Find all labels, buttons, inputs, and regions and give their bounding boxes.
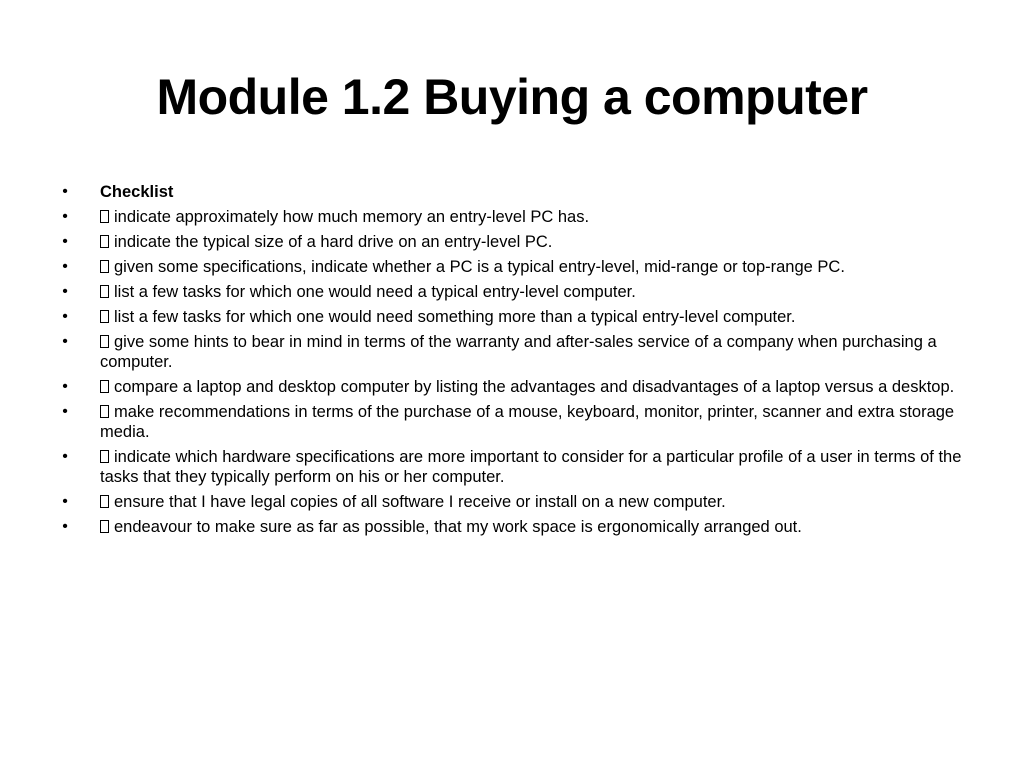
slide-title: Module 1.2 Buying a computer: [156, 69, 868, 125]
bullet-icon: •: [62, 448, 68, 465]
list-item: [60, 282, 972, 302]
list-item-checklist-heading: [60, 182, 972, 202]
list-item-text: list a few tasks for which one would need something more than a typical entry-level computer.: [114, 308, 796, 326]
list-item: [60, 492, 972, 512]
list-item: [60, 402, 972, 442]
list-item-text: indicate the typical size of a hard drive on an entry-level PC.: [114, 233, 553, 251]
list-item-text: make recommendations in terms of the purchase of a mouse, keyboard, monitor, printer, scanner and extra storage media.: [100, 403, 955, 441]
list-item-text: list a few tasks for which one would need a typical entry-level computer.: [114, 283, 636, 301]
checkbox-glyph-icon: [100, 235, 109, 248]
list-item-text: indicate which hardware specifications are more important to consider for a particular profile of a user in terms of the tasks that they typically perform on his or her computer.: [100, 448, 962, 486]
checkbox-glyph-icon: [100, 495, 109, 508]
list-item: [60, 232, 972, 252]
bullet-icon: •: [62, 283, 68, 300]
bullet-icon: •: [62, 258, 68, 275]
list-item-text: given some specifications, indicate whether a PC is a typical entry-level, mid-range or top-range PC.: [114, 258, 845, 276]
checkbox-glyph-icon: [100, 335, 109, 348]
checkbox-glyph-icon: [100, 260, 109, 273]
checkbox-glyph-icon: [100, 380, 109, 393]
list-item: [60, 517, 972, 537]
list-item: [60, 257, 972, 277]
checkbox-glyph-icon: [100, 210, 109, 223]
list-item: [60, 377, 972, 397]
checkbox-glyph-icon: [100, 520, 109, 533]
list-item-text: indicate approximately how much memory an entry-level PC has.: [114, 208, 590, 226]
checkbox-glyph-icon: [100, 450, 109, 463]
list-item-text: give some hints to bear in mind in terms of the warranty and after-sales service of a company when purchasing a computer.: [100, 333, 937, 371]
list-item: [60, 207, 972, 227]
list-item: [60, 307, 972, 327]
checkbox-glyph-icon: [100, 285, 109, 298]
checkbox-glyph-icon: [100, 310, 109, 323]
bullet-icon: •: [62, 403, 68, 420]
bullet-icon: •: [62, 493, 68, 510]
list-item-text: ensure that I have legal copies of all software I receive or install on a new computer.: [114, 493, 726, 511]
checklist-bullets: [60, 182, 972, 542]
bullet-icon: •: [62, 518, 68, 535]
bullet-icon: •: [62, 308, 68, 325]
bullet-icon: •: [62, 378, 68, 395]
bullet-icon: •: [62, 233, 68, 250]
list-item-text: endeavour to make sure as far as possible, that my work space is ergonomically arranged out.: [114, 518, 802, 536]
list-item-text: compare a laptop and desktop computer by listing the advantages and disadvantages of a laptop versus a desktop.: [114, 378, 955, 396]
list-item: [60, 447, 972, 487]
bullet-icon: •: [62, 333, 68, 350]
bullet-icon: •: [62, 183, 68, 200]
bullet-icon: •: [62, 208, 68, 225]
list-item: [60, 332, 972, 372]
checklist-heading: Checklist: [100, 183, 174, 201]
checkbox-glyph-icon: [100, 405, 109, 418]
